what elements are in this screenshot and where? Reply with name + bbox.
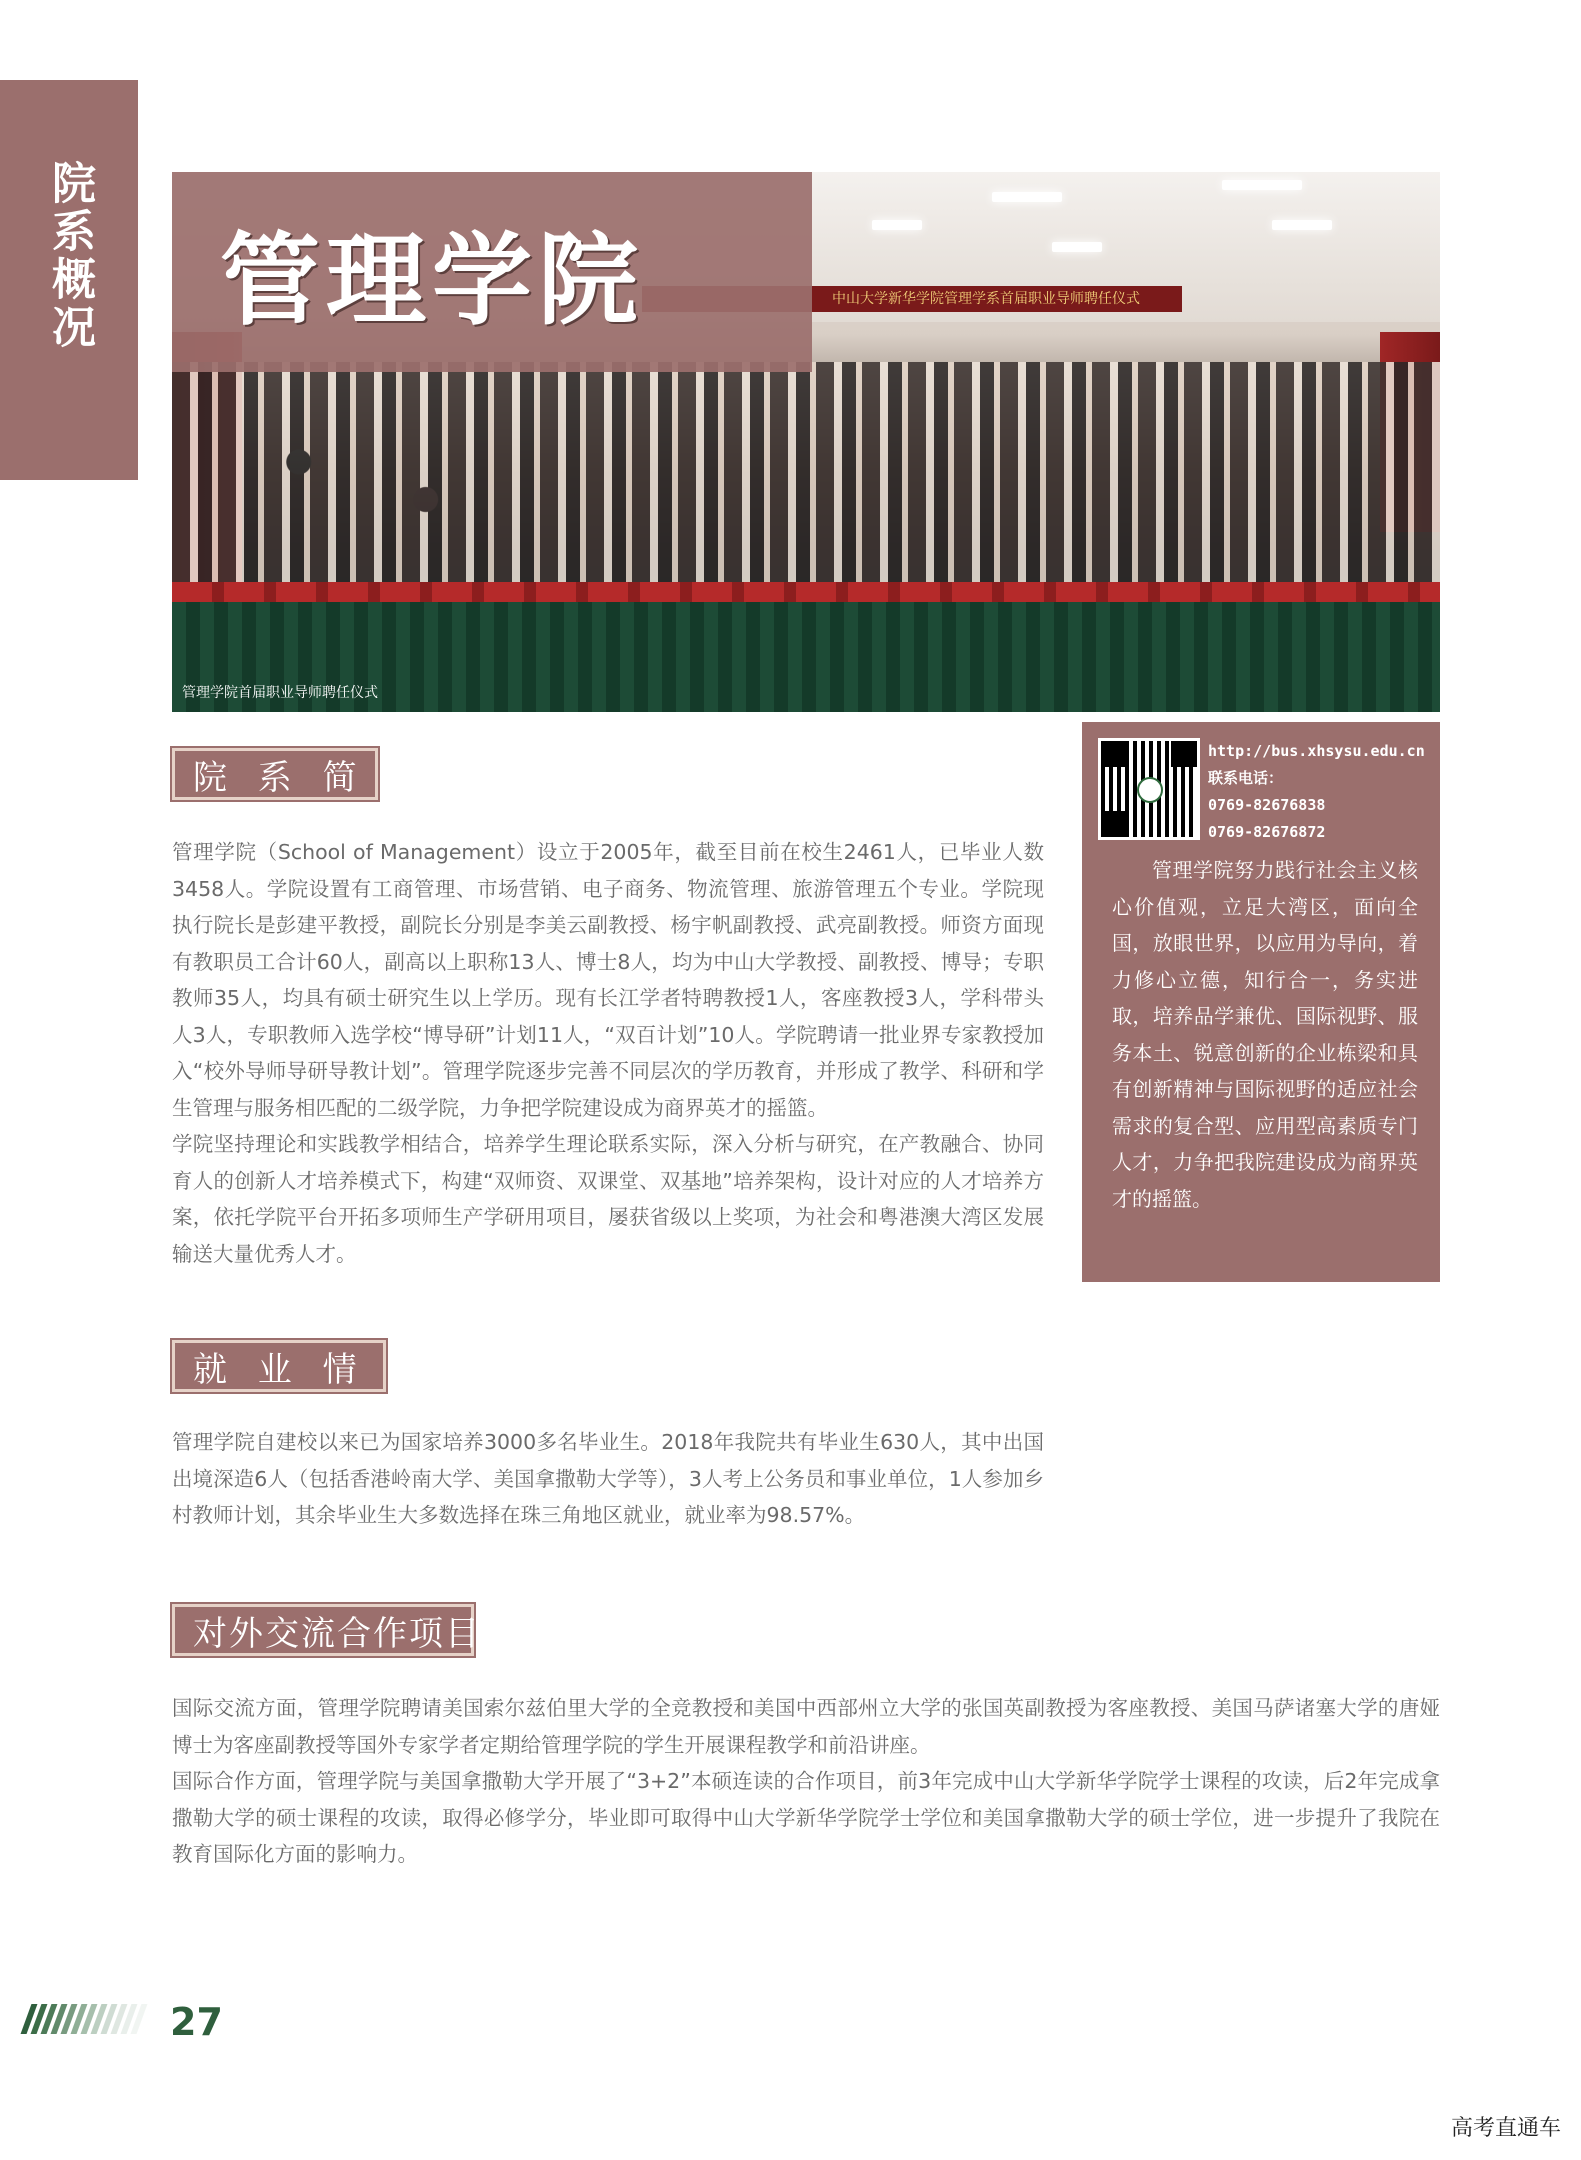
page-number: 27 — [170, 2000, 223, 2044]
phone-number: 0769-82676872 — [1208, 823, 1326, 841]
section-exchange-heading — [172, 1604, 481, 1656]
side-tab — [0, 80, 138, 480]
section-intro-heading — [172, 748, 432, 800]
side-tab-label: 院系概况 — [44, 160, 95, 352]
section-employment-heading — [172, 1340, 432, 1392]
ceiling-light — [1272, 220, 1332, 230]
ceiling-light — [1222, 180, 1302, 190]
qr-logo-icon — [1137, 777, 1163, 803]
footer-stripes — [26, 2004, 162, 2034]
section-exchange-body — [172, 1690, 1440, 1873]
crowd — [172, 362, 1440, 612]
ceiling-light — [872, 220, 922, 230]
page-title: 管理学院 — [220, 222, 644, 339]
photo-caption: 管理学院首届职业导师聘任仪式 — [182, 685, 378, 701]
section-intro-heading-text: 院 系 简 介 — [193, 757, 432, 798]
website-url[interactable]: http://bus.xhsysu.edu.cn — [1208, 742, 1425, 760]
qr-pattern — [1101, 741, 1197, 837]
hero-photo — [172, 172, 1440, 712]
title-box — [172, 172, 812, 372]
section-intro-body — [172, 834, 1044, 1272]
contact-info — [1208, 738, 1425, 846]
mission-statement: 管理学院努力践行社会主义核心价值观，立足大湾区，面向全国，放眼世界，以应用为导向，着力修心立德，知行合一，务实进取，培养品学兼优、国际视野、服务本土、锐意创新的企业栋梁和具有创新精神与国际视野的适应社会需求的复合型、应用型高素质专门人才，力争把我院建设成为商界英才的摇篮。 — [1112, 858, 1418, 1211]
intro-paragraph-2: 学院坚持理论和实践教学相结合，培养学生理论联系实际，深入分析与研究，在产教融合、协同育人的创新人才培养模式下，构建“双师资、双课堂、双基地”培养架构，设计对应的人才培养方案，依托学院平台开拓多项师生产学研用项目，屡获省级以上奖项，为社会和粤港澳大湾区发展输送大量优秀人才。 — [172, 1132, 1044, 1266]
section-employment-heading-text: 就 业 情 况 — [193, 1349, 432, 1390]
employment-paragraph: 管理学院自建校以来已为国家培养3000多名毕业生。2018年我院共有毕业生630人，其中出国出境深造6人（包括香港岭南大学、美国拿撒勒大学等），3人考上公务员和事业单位，1人参加乡村教师计划，其余毕业生大多数选择在珠三角地区就业，就业率为98.57%。 — [172, 1430, 1044, 1527]
exchange-paragraph-2: 国际合作方面，管理学院与美国拿撒勒大学开展了“3+2”本硕连读的合作项目，前3年完成中山大学新华学院学士课程的攻读，后2年完成拿撒勒大学的硕士课程的攻读，取得必修学分，毕业即可取得中山大学新华学院学士学位和美国拿撒勒大学的硕士学位，进一步提升了我院在教育国际化方面的影响力。 — [172, 1769, 1440, 1866]
ceiling-light — [1052, 242, 1102, 252]
watermark: 高考直通车 — [1450, 2116, 1561, 2141]
qr-code-icon[interactable] — [1098, 738, 1200, 840]
info-box — [1082, 722, 1440, 1282]
hero-banner-text: 中山大学新华学院管理学系首届职业导师聘任仪式 — [832, 291, 1140, 307]
exchange-paragraph-1: 国际交流方面，管理学院聘请美国索尔兹伯里大学的全竞教授和美国中西部州立大学的张国英副教授为客座教授、美国马萨诸塞大学的唐娅博士为客座副教授等国外专家学者定期给管理学院的学生开展课程教学和前沿讲座。 — [172, 1696, 1440, 1757]
phone-label: 联系电话： — [1208, 769, 1284, 787]
phone-number: 0769-82676838 — [1208, 796, 1326, 814]
section-exchange-heading-text: 对外交流合作项目 — [193, 1613, 481, 1654]
intro-paragraph-1: 管理学院（School of Management）设立于2005年，截至目前在校生2461人，已毕业人数3458人。学院设置有工商管理、市场营销、电子商务、物流管理、旅游管理五个专业。学院现执行院长是彭建平教授，副院长分别是李美云副教授、杨宇帆副教授、武亮副教授。师资方面现有教职员工合计60人，副高以上职称13人、博士8人，均为中山大学教授、副教授、博导；专职教师35人，均具有硕士研究生以上学历。现有长江学者特聘教授1人，客座教授3人，学科带头人3人，专职教师入选学校“博导研”计划11人，“双百计划”10人。学院聘请一批业界专家教授加入“校外导师导研导教计划”。管理学院逐步完善不同层次的学历教育，并形成了教学、科研和学生管理与服务相匹配的二级学院，力争把学院建设成为商界英才的摇篮。 — [172, 840, 1044, 1120]
section-employment-body — [172, 1424, 1044, 1534]
ceiling-light — [992, 192, 1062, 202]
